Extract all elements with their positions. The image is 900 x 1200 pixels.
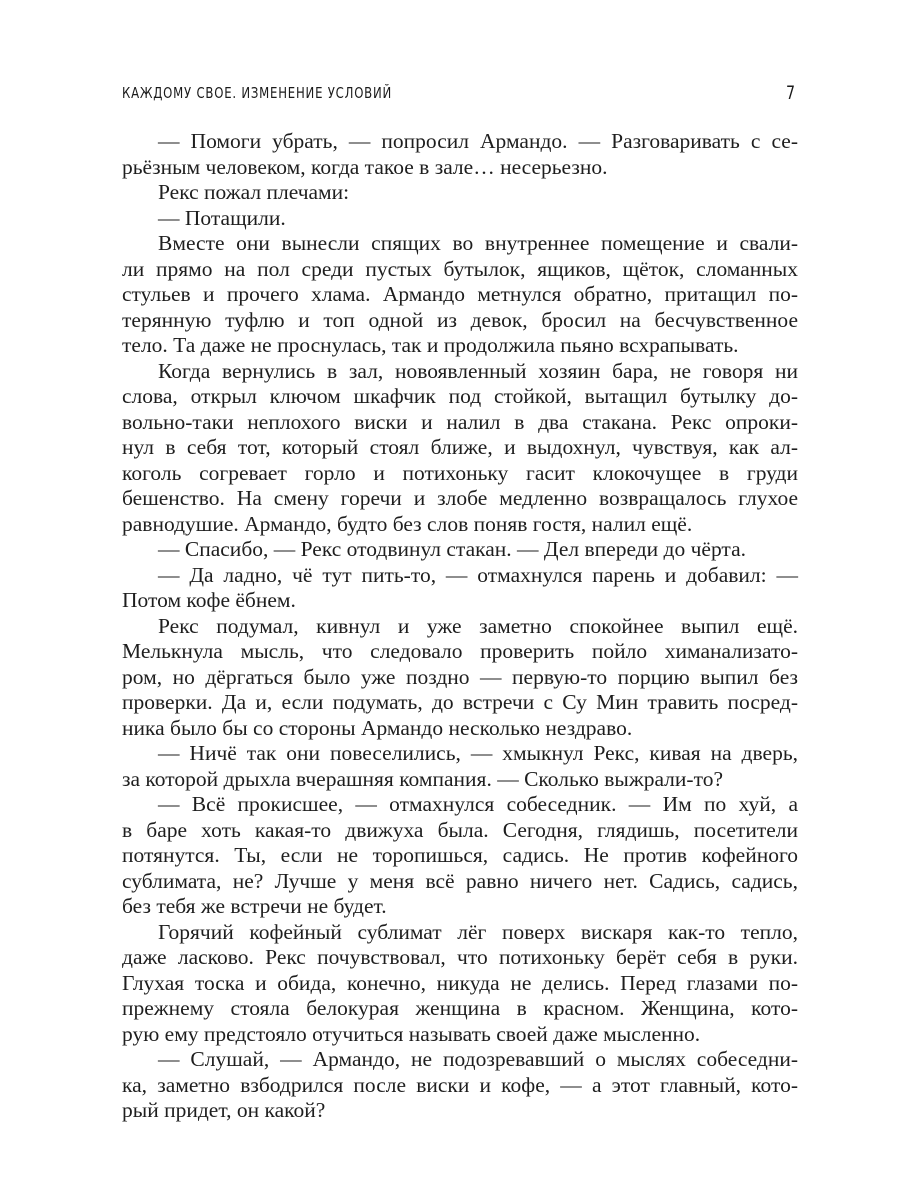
text-line: — Потащили. xyxy=(158,205,286,230)
text-line: прежнему стояла белокурая женщина в красном. Женщина, кото- xyxy=(122,996,798,1020)
text-line: Потом кофе ёбнем. xyxy=(122,588,296,612)
running-title: КАЖДОМУ СВОЕ. ИЗМЕНЕНИЕ УСЛОВИЙ xyxy=(122,84,393,102)
text-line: ника было бы со стороны Армандо несколько нездраво. xyxy=(122,715,633,740)
paragraph xyxy=(122,537,798,563)
paragraph xyxy=(122,1047,798,1124)
text-line: проверки. Да и, если подумать, до встречи с Су Мин травить посред- xyxy=(122,690,798,714)
paragraph xyxy=(122,231,798,359)
page-number: 7 xyxy=(786,82,796,104)
text-line: — Слушай, — Армандо, не подозревавший о мыслях собеседни- xyxy=(158,1047,798,1071)
paragraph xyxy=(122,129,798,180)
text-line: Горячий кофейный сублимат лёг поверх вискаря как-то тепло, xyxy=(158,919,798,944)
paragraph xyxy=(122,180,798,206)
text-line: Рекс пожал плечами: xyxy=(158,180,350,204)
text-line: ли прямо на пол среди пустых бутылок, ящиков, щёток, сломанных xyxy=(122,256,798,281)
text-line: бешенство. На смену горечи и злобе медленно возвращалось глухое xyxy=(122,486,798,510)
text-line: — Всё прокисшее, — отмахнулся собеседник. — Им по хуй, а xyxy=(158,792,798,816)
text-line: — Спасибо, — Рекс отодвинул стакан. — Дел впереди до чёрта. xyxy=(158,537,746,561)
text-line: равнодушие. Армандо, будто без слов поняв гостя, налил ещё. xyxy=(122,511,693,536)
paragraph xyxy=(122,792,798,920)
paragraph xyxy=(122,920,798,1048)
text-line: даже ласково. Рекс почувствовал, что потихоньку берёт себя в руки. xyxy=(122,945,798,969)
body-text xyxy=(122,129,798,1124)
text-line: Мелькнула мысль, что следовало проверить пойло химанализато- xyxy=(122,639,798,663)
text-line: вольно-таки неплохого виски и налил в два стакана. Рекс опроки- xyxy=(122,409,798,434)
paragraph xyxy=(122,359,798,538)
text-line: в баре хоть какая-то движуха была. Сегодня, глядишь, посетители xyxy=(122,817,798,842)
text-line: ром, но дёргаться было уже поздно — первую-то порцию выпил без xyxy=(122,664,798,689)
paragraph xyxy=(122,206,798,232)
paragraph xyxy=(122,563,798,614)
text-line: коголь согревает горло и потихоньку гасит клокочущее в груди xyxy=(122,460,798,485)
text-line: тело. Та даже не проснулась, так и продолжила пьяно всхрапывать. xyxy=(122,333,739,357)
paragraph xyxy=(122,741,798,792)
text-line: рьёзным человеком, когда такое в зале… несерьезно. xyxy=(122,154,608,179)
text-line: за которой дрыхла вчерашняя компания. — Сколько выжрали-то? xyxy=(122,766,723,791)
text-line: — Ничё так они повеселились, — хмыкнул Рекс, кивая на дверь, xyxy=(158,741,798,765)
paragraph xyxy=(122,614,798,742)
text-line: потянутся. Ты, если не торопишься, садись. Не против кофейного xyxy=(122,843,798,867)
text-line: — Помоги убрать, — попросил Армандо. — Разговаривать с се- xyxy=(158,129,798,153)
text-line: Глухая тоска и обида, конечно, никуда не делись. Перед глазами по- xyxy=(122,970,798,995)
text-line: Когда вернулись в зал, новоявленный хозяин бара, не говоря ни xyxy=(158,358,798,383)
text-line: без тебя же встречи не будет. xyxy=(122,894,387,918)
text-line: сублимата, не? Лучше у меня всё равно ничего нет. Садись, садись, xyxy=(122,868,798,893)
text-line: Вместе они вынесли спящих во внутреннее помещение и свали- xyxy=(158,231,798,255)
text-line: нул в себя тот, который стоял ближе, и выдохнул, чувствуя, как ал- xyxy=(122,435,798,459)
text-line: стульев и прочего хлама. Армандо метнулся обратно, притащил по- xyxy=(122,282,798,306)
text-line: слова, открыл ключом шкафчик под стойкой, вытащил бутылку до- xyxy=(122,384,798,408)
text-line: Рекс подумал, кивнул и уже заметно спокойнее выпил ещё. xyxy=(158,613,798,638)
text-line: — Да ладно, чё тут пить-то, — отмахнулся парень и добавил: — xyxy=(158,562,798,587)
text-line: ка, заметно взбодрился после виски и кофе, — а этот главный, кото- xyxy=(122,1072,798,1097)
text-line: рую ему предстояло отучиться называть своей даже мысленно. xyxy=(122,1021,701,1046)
text-line: терянную туфлю и топ одной из девок, бросил на бесчувственное xyxy=(122,307,798,332)
text-line: рый придет, он какой? xyxy=(122,1098,326,1122)
